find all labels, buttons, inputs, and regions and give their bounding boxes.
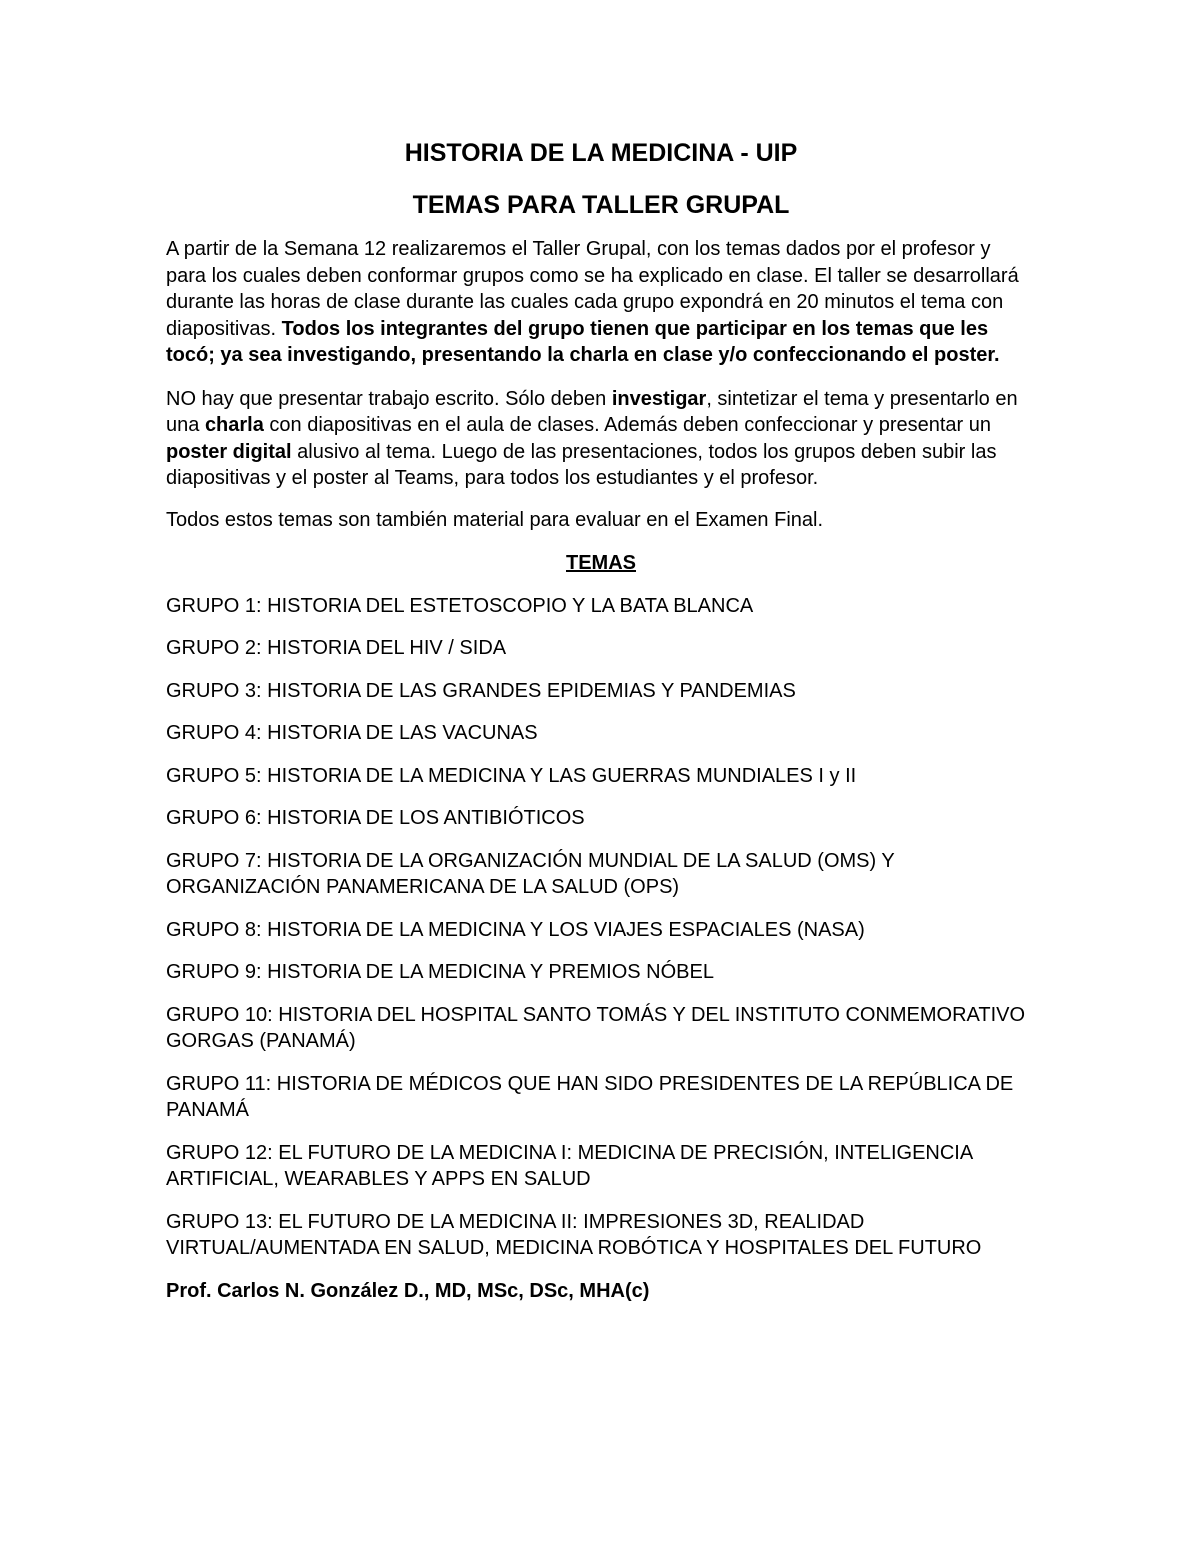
group-label: GRUPO 11:: [166, 1072, 272, 1095]
group-item-4: [166, 720, 1036, 747]
group-label: GRUPO 3:: [166, 679, 262, 702]
professor-signature: Prof. Carlos N. González D., MD, MSc, DSc, MHA(c): [166, 1279, 650, 1302]
group-item-6: [166, 805, 1036, 832]
instructions-paragraph: [166, 386, 1036, 492]
group-label: GRUPO 2:: [166, 637, 262, 659]
group-item-1: [166, 593, 1036, 620]
intro-bold-text: Todos los integrantes del grupo tienen que participar en los temas que les tocó; ya sea investigando, presentando la charla en clase y/o confeccionando el poster.: [166, 317, 1000, 366]
group-label: GRUPO 5:: [166, 764, 262, 787]
group-topic: HISTORIA DE MÉDICOS QUE HAN SIDO PRESIDENTES DE LA REPÚBLICA DE PANAMÁ: [166, 1072, 1014, 1121]
group-label: GRUPO 13:: [166, 1210, 273, 1233]
group-item-2: [166, 635, 1036, 662]
group-topic: HISTORIA DE LA MEDICINA Y PREMIOS NÓBEL: [267, 961, 714, 983]
group-topic: HISTORIA DE LOS ANTIBIÓTICOS: [267, 807, 585, 829]
group-topic: HISTORIA DEL HOSPITAL SANTO TOMÁS Y DEL INSTITUTO CONMEMORATIVO GORGAS (PANAMÁ): [166, 1003, 1026, 1052]
group-list: [166, 593, 1036, 1262]
document-title: HISTORIA DE LA MEDICINA - UIP: [404, 139, 798, 167]
group-label: GRUPO 8:: [166, 918, 262, 941]
document-subtitle: TEMAS PARA TALLER GRUPAL: [412, 191, 790, 219]
instructions-text-3: con diapositivas en el aula de clases. Además deben confeccionar y presentar un: [263, 414, 991, 436]
group-topic: HISTORIA DEL ESTETOSCOPIO Y LA BATA BLANCA: [267, 594, 754, 617]
group-topic: HISTORIA DEL HIV / SIDA: [267, 637, 507, 659]
group-label: GRUPO 7:: [166, 849, 262, 872]
exam-note-paragraph: Todos estos temas son también material para evaluar en el Examen Final.: [166, 508, 824, 531]
group-topic: HISTORIA DE LAS GRANDES EPIDEMIAS Y PANDEMIAS: [267, 679, 796, 702]
group-item-10: [166, 1002, 1036, 1055]
instructions-bold-2: charla: [204, 414, 264, 436]
topics-heading: TEMAS: [566, 552, 636, 574]
instructions-text-4: alusivo al tema. Luego de las presentaciones, todos los grupos deben subir las diapositivas y el poster al Teams, para todos los estudiantes y el profesor.: [166, 440, 997, 489]
group-topic: HISTORIA DE LAS VACUNAS: [267, 722, 538, 744]
group-label: GRUPO 10:: [166, 1003, 273, 1026]
group-topic: HISTORIA DE LA ORGANIZACIÓN MUNDIAL DE LA SALUD (OMS) Y ORGANIZACIÓN PANAMERICANA DE LA SALUD (OPS): [166, 849, 895, 898]
group-item-13: [166, 1209, 1036, 1262]
group-topic: EL FUTURO DE LA MEDICINA I: MEDICINA DE PRECISIÓN, INTELIGENCIA ARTIFICIAL, WEARABLES Y APPS EN SALUD: [166, 1141, 973, 1190]
intro-paragraph: [166, 236, 1036, 369]
group-label: GRUPO 6:: [166, 807, 262, 829]
group-label: GRUPO 9:: [166, 961, 262, 983]
group-label: GRUPO 4:: [166, 722, 262, 744]
group-item-12: [166, 1140, 1036, 1193]
group-item-7: [166, 848, 1036, 901]
intro-text: A partir de la Semana 12 realizaremos el Taller Grupal, con los temas dados por el profesor y para los cuales deben conformar grupos como se ha explicado en clase. El taller se desarrollará durante las horas de clase durante las cuales cada grupo expondrá en 20 minutos el tema con diapositivas.: [166, 238, 1019, 340]
group-topic: EL FUTURO DE LA MEDICINA II: IMPRESIONES 3D, REALIDAD VIRTUAL/AUMENTADA EN SALUD, MEDICINA ROBÓTICA Y HOSPITALES DEL FUTURO: [166, 1210, 982, 1259]
instructions-bold-3: poster digital: [166, 440, 292, 463]
group-item-3: [166, 678, 1036, 705]
group-label: GRUPO 1:: [166, 594, 262, 617]
group-topic: HISTORIA DE LA MEDICINA Y LOS VIAJES ESPACIALES (NASA): [267, 918, 865, 941]
group-label: GRUPO 12:: [166, 1141, 273, 1164]
group-item-5: [166, 763, 1036, 790]
group-item-11: [166, 1071, 1036, 1124]
instructions-text-1: NO hay que presentar trabajo escrito. Sólo deben: [166, 387, 612, 410]
group-topic: HISTORIA DE LA MEDICINA Y LAS GUERRAS MUNDIALES I y II: [267, 764, 857, 787]
group-item-9: [166, 959, 1036, 986]
instructions-bold-1: investigar: [611, 387, 707, 410]
document-page: [166, 138, 1036, 1304]
instructions-text-2: , sintetizar el tema y presentarlo en una: [166, 387, 1018, 436]
group-item-8: [166, 917, 1036, 944]
